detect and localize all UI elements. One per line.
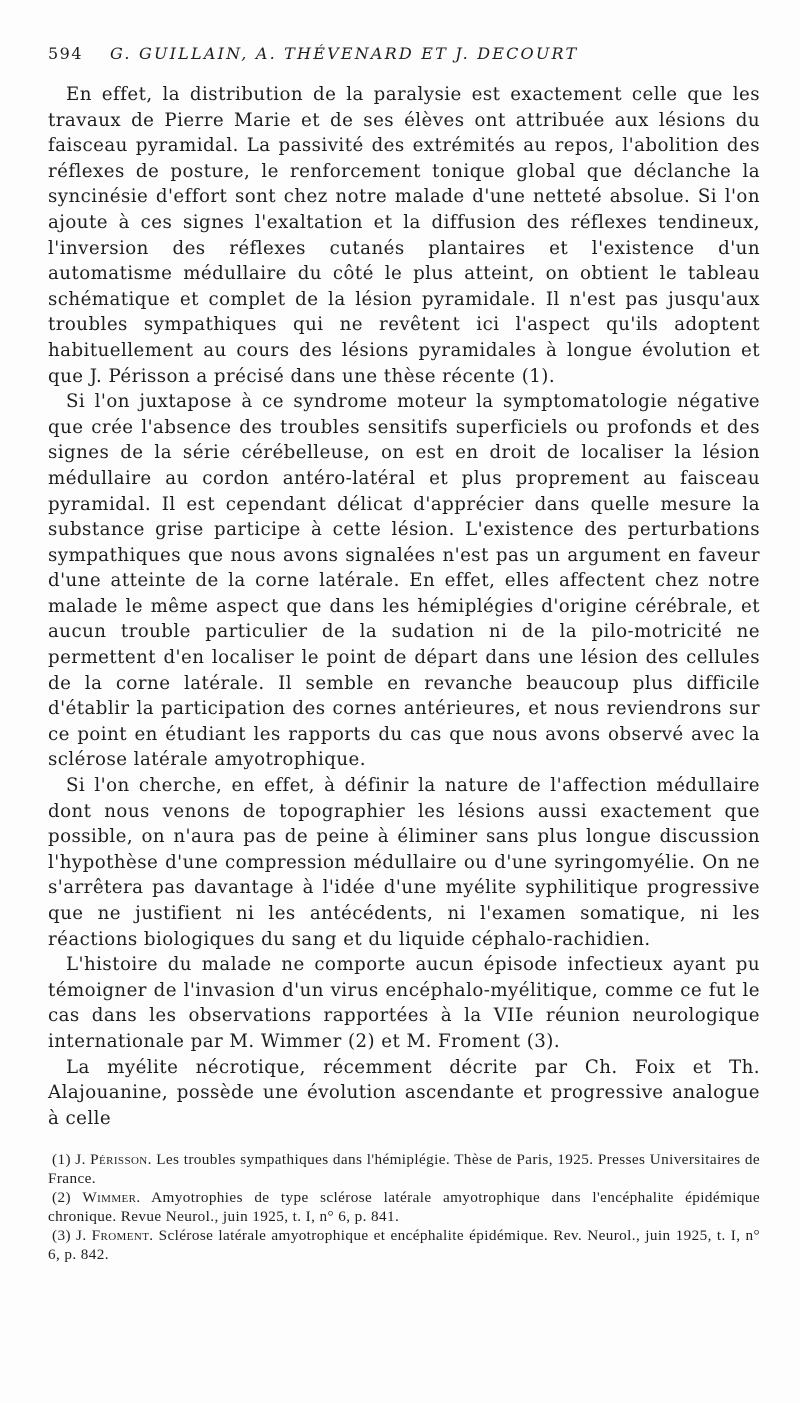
paragraph: Si l'on juxtapose à ce syndrome moteur la symptomatologie négative que crée l'absence des troubles sensitifs superficiels ou profonds et des signes de la série cérébelleuse, on est en droit de localiser la lésion médullaire au cordon antéro-latéral et plus proprement au faisceau pyramidal. Il est cependant délicat d'apprécier dans quelle mesure la substance grise participe à cette lésion. L'existence des perturbations sympathiques que nous avons signalées n'est pas un argument en faveur d'une atteinte de la corne latérale. En effet, elles affectent chez notre malade le même aspect que dans les hémiplégies d'origine cérébrale, et aucun trouble particulier de la sudation ni de la pilo-motricité ne permettent d'en localiser le point de départ dans une lésion des cellules de la corne latérale. Il semble en revanche beaucoup plus difficile d'établir la participation des cornes antérieures, et nous reviendrons sur ce point en étudiant les rapports du cas que nous avons observé avec la sclérose latérale amyotrophique. <box>48 391 760 771</box>
footnotes <box>48 1150 760 1264</box>
footnote: (1) J. Périsson. Les troubles sympathiques dans l'hémiplégie. Thèse de Paris, 1925. Presses Universitaires de France. <box>48 1151 761 1188</box>
page-number: 594 <box>48 44 84 63</box>
footnote: (3) J. Froment. Sclérose latérale amyotrophique et encéphalite épidémique. Rev. Neurol., juin 1925, t. I, n° 6, p. 842. <box>48 1227 760 1264</box>
paragraph: En effet, la distribution de la paralysie est exactement celle que les travaux de Pierre Marie et de ses élèves ont attribuée aux lésions du faisceau pyramidal. La passivité des extrémités au repos, l'abolition des réflexes de posture, le renforcement tonique global que déclanche la syncinésie d'effort sont chez notre malade d'une netteté absolue. Si l'on ajoute à ces signes l'exaltation et la diffusion des réflexes tendineux, l'inversion des réflexes cutanés plantaires et l'existence d'un automatisme médullaire du côté le plus atteint, on obtient le tableau schématique et complet de la lésion pyramidale. Il n'est pas jusqu'aux troubles sympathiques qui ne revêtent ici l'aspect qu'ils adoptent habituellement au cours des lésions pyramidales à longue évolution et que J. Périsson a précisé dans une thèse récente (1). <box>48 84 760 387</box>
paragraph: Si l'on cherche, en effet, à définir la nature de l'affection médullaire dont nous venons de topographier les lésions aussi exactement que possible, on n'aura pas de peine à éliminer sans plus longue discussion l'hypothèse d'une compression médullaire ou d'une syringomyélie. On ne s'arrêtera pas davantage à l'idée d'une myélite syphilitique progressive que ne justifient ni les antécédents, ni l'examen somatique, ni les réactions biologiques du sang et du liquide céphalo-rachidien. <box>48 775 760 950</box>
paragraph: L'histoire du malade ne comporte aucun épisode infectieux ayant pu témoigner de l'invasion d'un virus encéphalo-myélitique, comme ce fut le cas dans les observations rapportées à la VIIe réunion neurologique internationale par M. Wimmer (2) et M. Froment (3). <box>48 954 760 1052</box>
footnote-author: J. Froment. <box>76 1227 154 1245</box>
footnote-author: Wimmer. <box>82 1189 141 1207</box>
footnote: (2) Wimmer. Amyotrophies de type sclérose latérale amyotrophique dans l'encéphalite épidémique chronique. Revue Neurol., juin 1925, t. I, n° 6, p. 841. <box>48 1189 761 1226</box>
paragraph: La myélite nécrotique, récemment décrite par Ch. Foix et Th. Alajouanine, possède une évolution ascendante et progressive analogue à celle <box>48 1056 760 1129</box>
body-text <box>48 82 760 1131</box>
document-page <box>48 44 760 1264</box>
running-head: G. GUILLAIN, A. THÉVENARD ET J. DECOURT <box>110 44 579 63</box>
page-header <box>48 44 760 76</box>
footnote-author: J. Périsson. <box>75 1151 152 1169</box>
